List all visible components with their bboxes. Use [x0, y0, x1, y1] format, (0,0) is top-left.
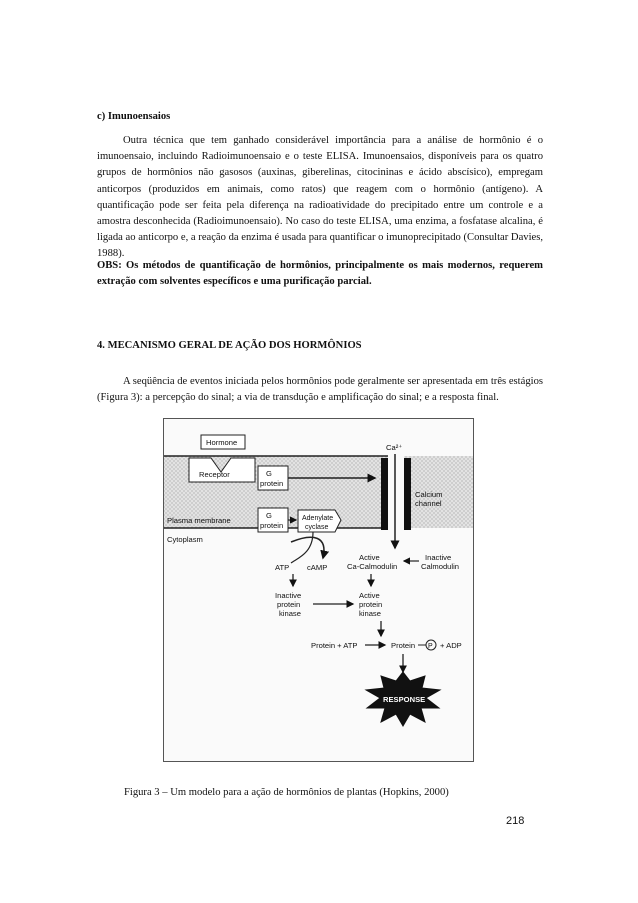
inactive-kinase-line2: protein — [277, 600, 301, 609]
calcium-channel-bar-left — [381, 458, 388, 530]
obs-note: OBS: Os métodos de quantificação de hormônios, principalmente os mais modernos, requerem extração com solventes específicos e uma purificação parcial. — [97, 260, 543, 288]
cyclase-label: cyclase — [305, 524, 329, 531]
adp-label: + ADP — [440, 641, 462, 650]
hormone-action-figure — [163, 418, 474, 762]
active-kinase-line1: Active — [359, 591, 380, 600]
response-label: RESPONSE — [383, 695, 426, 704]
atp-label: ATP — [275, 563, 290, 572]
channel-label: channel — [415, 499, 442, 508]
immunoassay-paragraph: Outra técnica que tem ganhado considerável importância para a análise de hormônio é o imunoensaio, incluindo Radioimunoensaio e o teste ELISA. Imunoensaios, disponíveis para os quatro grupos de hormônios não gasosos (auxinas, giberelinas, citocininas e ácido abscísico), empregam anticorpos (produzidos em animais, como ratos) que reagem com o hormônio (antígeno). A quantificação pode ser feita pela diferença na radioatividade do precipitado entre um controle e a amostra desconhecida (Radioimunoensaio). No caso do teste ELISA, uma enzima, a fosfatase alcalina, é ligada ao anticorpo e, a reação da enzima é usada para quantificar o imunoprecipitado (Consultar Davies, 1988). — [97, 135, 543, 260]
g-protein-bottom-label: protein — [260, 521, 284, 530]
calcium-label: Calcium — [415, 490, 443, 499]
figure-caption: Figura 3 – Um modelo para a ação de hormônios de plantas (Hopkins, 2000) — [124, 787, 449, 798]
inactive-kinase-line1: Inactive — [275, 591, 302, 600]
page-number: 218 — [506, 815, 525, 827]
inactive-kinase-line3: kinase — [279, 609, 301, 618]
g-protein-top-g: G — [266, 469, 272, 478]
calcium-ion-label: Ca²⁺ — [386, 443, 403, 452]
hormone-label: Hormone — [206, 438, 238, 447]
section-c-heading: c) Imunoensaios — [97, 111, 171, 122]
g-protein-bottom-g: G — [266, 511, 272, 520]
active-kinase-line2: protein — [359, 600, 383, 609]
adenylate-label: Adenylate — [302, 515, 334, 522]
plasma-membrane-label: Plasma membrane — [167, 516, 231, 525]
g-protein-top-label: protein — [260, 479, 284, 488]
active-kinase-line3: kinase — [359, 609, 381, 618]
inactive-calmodulin-line1: Inactive — [425, 553, 452, 562]
hormone-sequence-paragraph: A seqüência de eventos iniciada pelos hormônios pode geralmente ser apresentada em três estágios (Figura 3): a percepção do sinal; a via de transdução e amplificação do sinal; e a resposta final. — [97, 376, 543, 404]
phosphate-symbol: P — [428, 643, 433, 650]
active-calmodulin-line1: Active — [359, 553, 380, 562]
camp-label: cAMP — [307, 563, 328, 572]
section-4-heading: 4. MECANISMO GERAL DE AÇÃO DOS HORMÔNIOS — [97, 340, 362, 351]
protein-atp-label: Protein + ATP — [311, 641, 358, 650]
calcium-channel-bar-right — [404, 458, 411, 530]
inactive-calmodulin-line2: Calmodulin — [421, 562, 459, 571]
active-calmodulin-line2: Ca-Calmodulin — [347, 562, 398, 571]
hormone-action-diagram — [163, 418, 474, 762]
cytoplasm-label: Cytoplasm — [167, 535, 203, 544]
protein-p-label: Protein — [391, 641, 416, 650]
receptor-label: Receptor — [199, 470, 230, 479]
